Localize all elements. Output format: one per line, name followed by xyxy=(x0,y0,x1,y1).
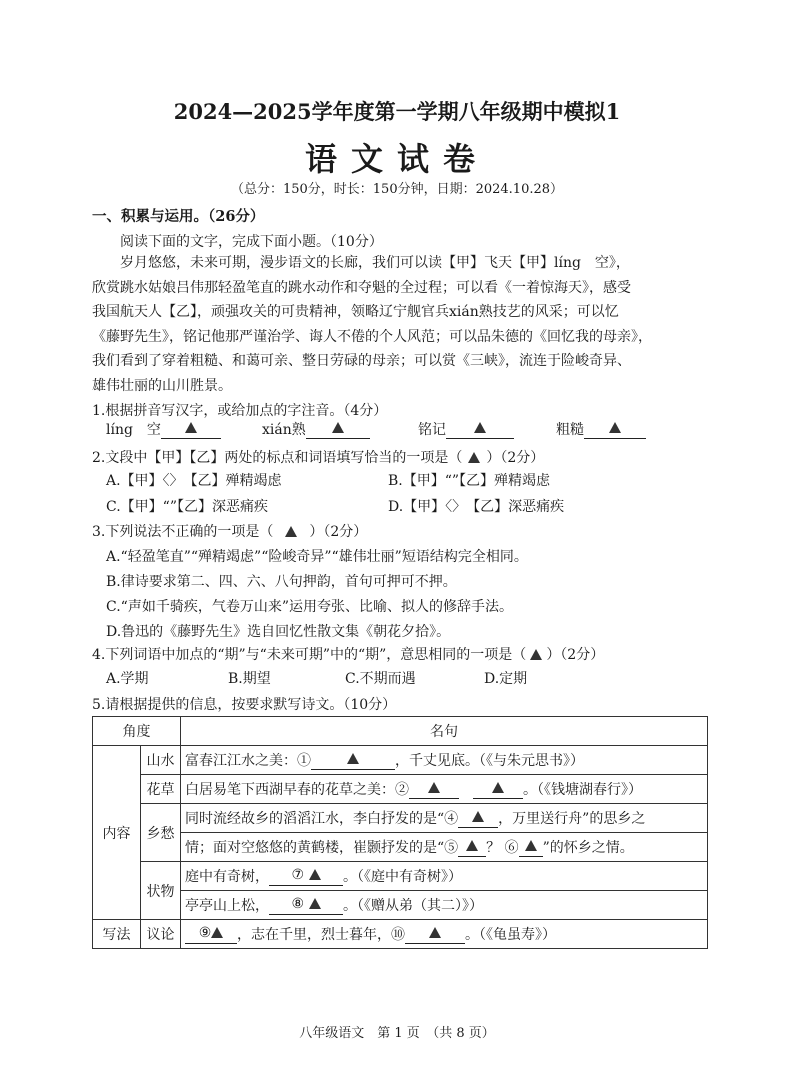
sub-huacao: 花草 xyxy=(141,775,181,804)
q4-option-a: A.学期 xyxy=(106,671,149,687)
table-row xyxy=(93,746,708,775)
q2-option-b: B.【甲】“”【乙】殚精竭虑 xyxy=(388,473,551,489)
question-3-stem: 3.下列说法不正确的一项是（ ）（2分） xyxy=(92,524,368,540)
q4-option-c: C.不期而遇 xyxy=(345,671,416,687)
section-heading: 一、积累与运用。（26分） xyxy=(92,208,265,225)
answer-blank[interactable] xyxy=(584,420,646,439)
answer-triangle-icon xyxy=(428,782,440,793)
verse-row-4: 情；面对空悠悠的黄鹤楼，崔颢抒发的是“⑤ ？ ⑥ ”的怀乡之情。 xyxy=(181,833,708,862)
page-footer: 八年级语文 第 1 页 （共 8 页） xyxy=(299,1026,495,1041)
answer-blank[interactable]: ⑨ xyxy=(185,925,237,944)
table-row xyxy=(93,833,708,862)
q3-option-b: B.律诗要求第二、四、六、八句押韵，首句可押可不押。 xyxy=(106,574,457,590)
table-row xyxy=(93,804,708,833)
answer-triangle-icon xyxy=(474,422,486,433)
passage-line: 我国航天人【乙】，顽强攻关的可贵精神，领略辽宁舰官兵xián熟技艺的风采；可以忆 xyxy=(92,304,619,320)
sub-zhuangwu: 状物 xyxy=(141,862,181,920)
answer-triangle-icon xyxy=(211,927,223,938)
answer-blank[interactable] xyxy=(473,780,523,799)
answer-blank[interactable]: ⑦ xyxy=(269,867,343,886)
exam-title-line: 2024—2025学年度第一学期八年级期中模拟1 xyxy=(173,99,621,124)
table-row xyxy=(93,891,708,920)
q1-item xyxy=(418,419,514,439)
answer-blank[interactable] xyxy=(458,809,498,828)
answer-triangle-icon xyxy=(347,753,359,764)
group-content: 内容 xyxy=(93,746,141,920)
question-1-stem: 1.根据拼音写汉字，或给加点的字注音。（4分） xyxy=(92,403,388,419)
q1-item-label: 粗糙 xyxy=(556,422,584,438)
group-writing: 写法 xyxy=(93,920,141,949)
table-header-row xyxy=(93,717,708,746)
verse-row-3: 同时流经故乡的滔滔江水，李白抒发的是“④ ，万里送行舟”的思乡之 xyxy=(181,804,708,833)
answer-blank[interactable] xyxy=(311,751,395,770)
verse-row-1: 富春江江水之美：① ，千丈见底。（《与朱元思书》） xyxy=(181,746,708,775)
q2-option-c: C.【甲】“”【乙】深恶痛疾 xyxy=(106,499,268,515)
passage-line: 《藤野先生》，铭记他那严谨治学、诲人不倦的个人风范；可以品朱德的《回忆我的母亲》， xyxy=(92,328,652,345)
answer-triangle-icon xyxy=(525,840,537,851)
answer-triangle-icon xyxy=(468,452,480,463)
q4-option-d: D.定期 xyxy=(484,671,528,687)
q1-item-label: líng 空 xyxy=(106,422,161,438)
sub-yilun: 议论 xyxy=(141,920,181,949)
answer-blank[interactable] xyxy=(306,420,370,439)
q1-item-label: 铭记 xyxy=(418,422,446,438)
q3-option-d: D.鲁迅的《藤野先生》选自回忆性散文集《朝花夕拾》。 xyxy=(106,624,451,640)
reading-instruction: 阅读下面的文字，完成下面小题。（10分） xyxy=(120,234,383,250)
answer-triangle-icon xyxy=(332,422,344,433)
passage-line: 欣赏跳水姑娘吕伟那轻盈笔直的跳水动作和夺魁的全过程；可以看《一着惊海天》，感受 xyxy=(92,279,631,296)
sub-shanshui: 山水 xyxy=(141,746,181,775)
q3-option-c: C.“声如千骑疾，气卷万山来”运用夸张、比喻、拟人的修辞手法。 xyxy=(106,599,513,615)
answer-triangle-icon xyxy=(530,649,542,660)
passage-line: 雄伟壮丽的山川胜景。 xyxy=(92,377,232,394)
q3-option-a: A.“轻盈笔直”“殚精竭虑”“险峻奇异”“雄伟壮丽”短语结构完全相同。 xyxy=(106,549,528,565)
q1-item xyxy=(556,419,646,439)
answer-triangle-icon xyxy=(285,526,297,537)
answer-blank[interactable] xyxy=(458,838,486,857)
q4-option-b: B.期望 xyxy=(228,671,271,687)
header-verse: 名句 xyxy=(181,717,708,746)
poem-recitation-table xyxy=(92,716,708,949)
sub-xiangchou: 乡愁 xyxy=(141,804,181,862)
answer-triangle-icon xyxy=(309,898,321,909)
q1-item xyxy=(262,419,370,439)
question-2-stem: 2.文段中【甲】【乙】两处的标点和词语填写恰当的一项是（ ）（2分） xyxy=(92,450,545,466)
exam-meta: （总分：150分，时长：150分钟，日期：2024.10.28） xyxy=(230,182,564,197)
answer-triangle-icon xyxy=(492,782,504,793)
answer-triangle-icon xyxy=(609,422,621,433)
answer-triangle-icon xyxy=(185,422,197,433)
answer-triangle-icon xyxy=(472,811,484,822)
subject-title: 语文试卷 xyxy=(304,140,489,178)
table-row xyxy=(93,920,708,949)
passage-line: 岁月悠悠，未来可期，漫步语文的长廊，我们可以读【甲】飞天【甲】líng 空》， xyxy=(120,255,630,271)
table-row xyxy=(93,775,708,804)
q2-option-d: D.【甲】〈〉 【乙】深恶痛疾 xyxy=(388,499,565,515)
answer-triangle-icon xyxy=(466,840,478,851)
verse-row-2: 白居易笔下西湖早春的花草之美：② 。（《钱塘湖春行》） xyxy=(181,775,708,804)
table-row xyxy=(93,862,708,891)
passage-line: 我们看到了穿着粗糙、和蔼可亲、整日劳碌的母亲；可以赏《三峡》，流连于险峻奇异、 xyxy=(92,353,631,369)
answer-blank[interactable]: ⑧ xyxy=(269,896,343,915)
reading-passage xyxy=(92,251,710,398)
answer-blank[interactable] xyxy=(446,420,514,439)
answer-blank[interactable] xyxy=(519,838,543,857)
answer-blank[interactable] xyxy=(405,925,465,944)
verse-row-7: ⑨ ，志在千里，烈士暮年，⑩ 。（《龟虽寿》） xyxy=(181,920,708,949)
header-angle: 角度 xyxy=(93,717,181,746)
q1-item xyxy=(106,419,221,439)
q1-item-label: xián熟 xyxy=(262,422,306,438)
question-5-stem: 5.请根据提供的信息，按要求默写诗文。（10分） xyxy=(92,697,397,713)
verse-row-5: 庭中有奇树， ⑦ 。（《庭中有奇树》） xyxy=(181,862,708,891)
verse-row-6: 亭亭山上松， ⑧ 。（《赠从弟（其二）》） xyxy=(181,891,708,920)
q2-option-a: A.【甲】〈〉 【乙】殚精竭虑 xyxy=(106,473,282,489)
answer-triangle-icon xyxy=(309,869,321,880)
answer-blank[interactable] xyxy=(161,420,221,439)
answer-blank[interactable] xyxy=(409,780,459,799)
question-4-stem: 4.下列词语中加点的“期”与“未来可期”中的“期”，意思相同的一项是（ ）（2分） xyxy=(92,647,605,663)
answer-triangle-icon xyxy=(429,927,441,938)
